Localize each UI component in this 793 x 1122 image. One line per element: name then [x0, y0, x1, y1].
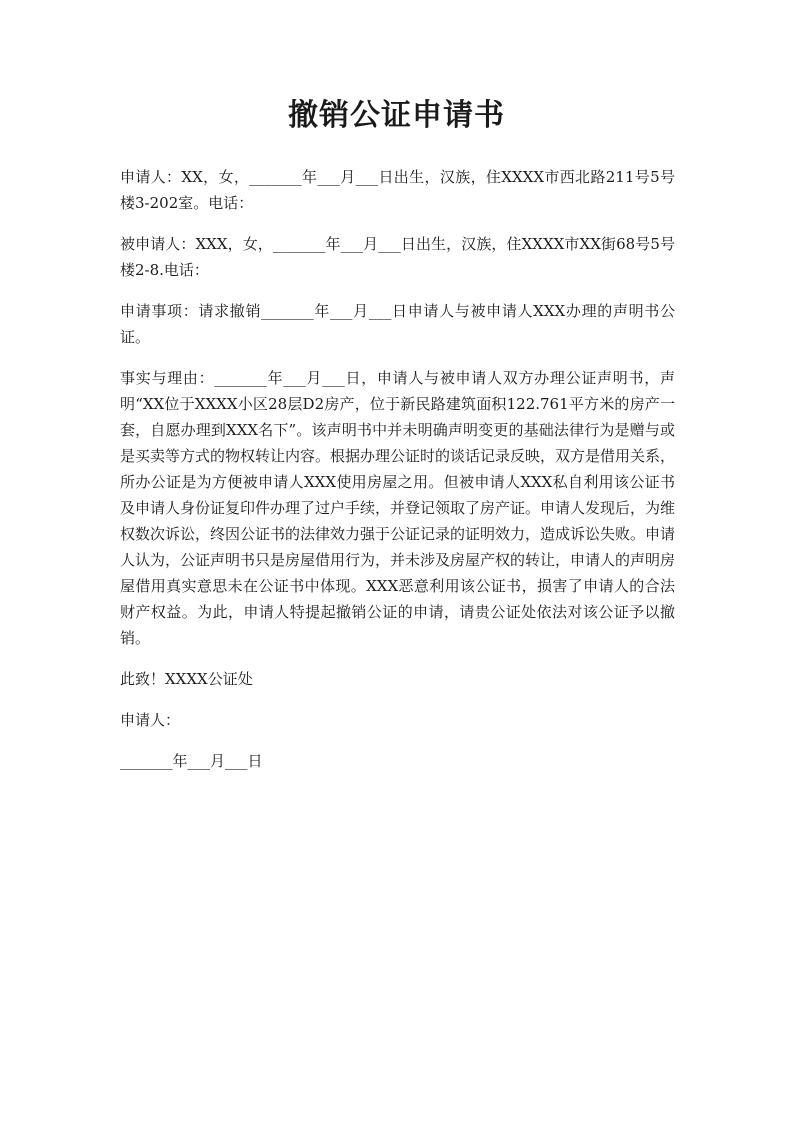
applicant-paragraph: 申请人：XX，女，_______年___月___日出生，汉族，住XXXX市西北路211号5号楼3-202室。电话：	[120, 168, 675, 212]
salutation-paragraph: 此致！XXXX公证处	[120, 670, 253, 688]
respondent-paragraph: 被申请人：XXX，女，_______年___月___日出生，汉族，住XXXX市XX街68号5号楼2-8.电话：	[120, 235, 675, 279]
date-line: _______年___月___日	[120, 752, 263, 770]
request-paragraph: 申请事项：请求撤销_______年___月___日申请人与被申请人XXX办理的声明书公证。	[120, 302, 675, 346]
signature-line: 申请人：	[120, 711, 181, 729]
document-title: 撤销公证申请书	[288, 98, 505, 133]
document-body	[120, 164, 675, 789]
facts-reasons-paragraph: 事实与理由：_______年___月___日，申请人与被申请人双方办理公证声明书，声明“XX位于XXXX小区28层D2房产，位于新民路建筑面积122.761平方米的房产一套，自愿办理到XXX名下”。该声明书中并未明确声明变更的基础法律行为是赠与或是买卖等方式的物权转让内容。根据办理公证时的谈话记录反映，双方是借用关系，所办公证是为方便被申请人XXX使用房屋之用。但被申请人XXX私自利用该公证书及申请人身份证复印件办理了过户手续，并登记领取了房产证。申请人发现后，为维权数次诉讼，终因公证书的法律效力强于公证记录的证明效力，造成诉讼失败。申请人认为，公证声明书只是房屋借用行为，并未涉及房屋产权的转让，申请人的声明房屋借用真实意思未在公证书中体现。XXX恶意利用该公证书，损害了申请人的合法财产权益。为此，申请人特提起撤销公证的申请，请贵公证处依法对该公证予以撤销。	[120, 369, 676, 647]
